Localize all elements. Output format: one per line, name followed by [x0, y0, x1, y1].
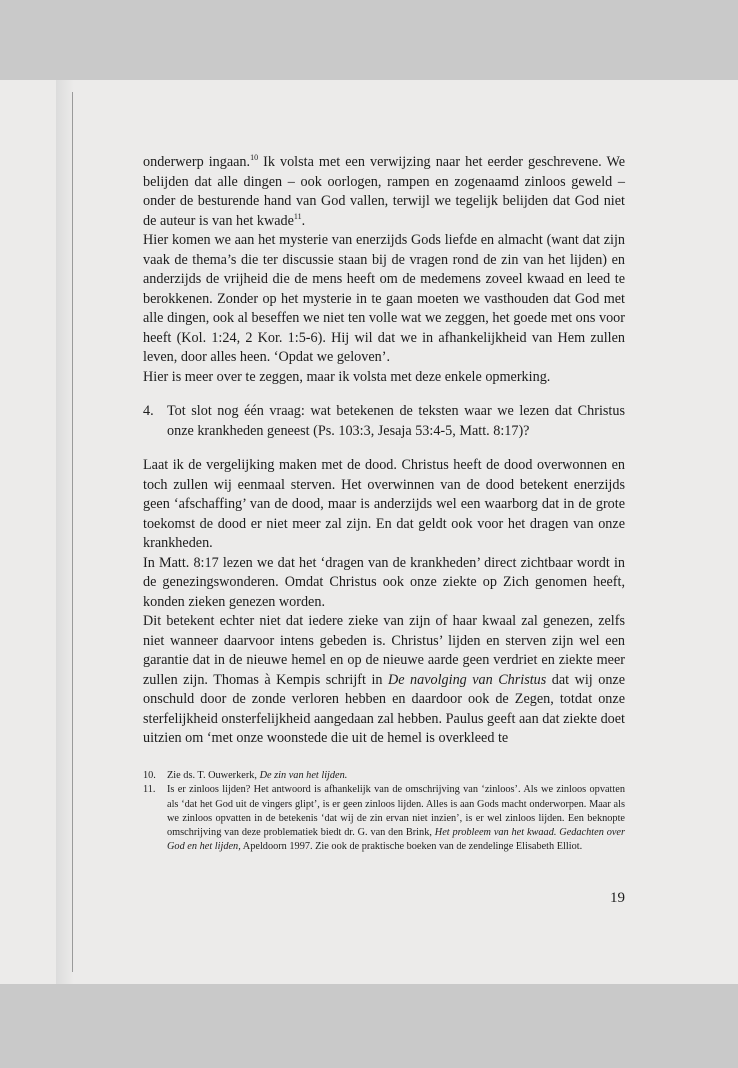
- footnote-number: 10.: [143, 770, 156, 781]
- footnote-number: 11.: [143, 784, 156, 796]
- paragraph-7-text-a: Dit betekent echter niet dat iedere zieke van zijn of haar kwaal zal genezen, zelfs niet wanneer daarvoor intens gebeden is. Christus’ lijden en sterven zijn wel een garantie dat in de nieuwe hemel en op de nieuwe aarde geen verdriet en ziekte meer zullen zijn. Thomas à Kempis schrijft in: [143, 613, 625, 688]
- paragraph-7-text-b: dat wij onze onschuld door de zonde verloren hebben en daardoor ook de Zegen, totdat onze sterfelijkheid onsterfelijkheid aangedaan zal hebben. Paulus geeft aan dat ziekte doet uitzien om ‘met onze woonstede die uit de hemel is overkleed te: [143, 671, 626, 746]
- main-text: [143, 153, 625, 749]
- footnote-text: [167, 783, 625, 854]
- page-number: 19: [610, 890, 625, 906]
- book-title: De navolging van Christus: [387, 671, 547, 688]
- paragraph-1-text-a: onderwerp ingaan.: [143, 154, 251, 170]
- footnote-11: [143, 783, 625, 854]
- paragraph-1-text-c: .: [301, 212, 306, 229]
- paragraph-3: Hier is meer over te zeggen, maar ik volsta met deze enkele opmerking.: [143, 368, 551, 385]
- item-number: 4.: [143, 403, 154, 419]
- footnote-text-a: Zie ds. T. Ouwerkerk,: [167, 770, 260, 781]
- footnote-title: De zin van het lijden.: [259, 770, 348, 781]
- paragraph-7: [143, 612, 625, 749]
- footnote-text-b: Apeldoorn 1997. Zie ook de praktische boeken van de zendelinge Elisabeth Elliot.: [240, 841, 583, 853]
- paragraph-1-text-b: Ik volsta met een verwijzing naar het eerder geschrevene. We belijden dat alle dingen – ook oorlogen, rampen en zogenaamd zinloos geweld – onder de besturende hand van God vallen, terwijl we tegelijk belijden dat God niet de auteur is van het kwade: [143, 154, 625, 229]
- item-text: Tot slot nog één vraag: wat betekenen de teksten waar we lezen dat Christus onze krankheden geneest (Ps. 103:3, Jesaja 53:4-5, Matt. 8:17)?: [167, 403, 625, 439]
- paragraph-6: In Matt. 8:17 lezen we dat het ‘dragen van de krankheden’ direct zichtbaar wordt in de genezingswonderen. Omdat Christus ook onze ziekte op Zich genomen heeft, konden zieken genezen worden.: [143, 554, 625, 610]
- footnote-ref-10: 10: [250, 153, 259, 162]
- footnote-10: [143, 769, 625, 783]
- numbered-item-4: [143, 402, 625, 441]
- footnote-text-a: Is er zinloos lijden? Het antwoord is afhankelijk van de omschrijving van ‘zinloos’. Als we zinloos opvatten als ‘dat het God uit de vingers glipt’, is er geen zinloos lijden. Alles is aan Gods macht onderworpen. Maar als we zinloos opvatten in de betekenis ‘dat wij de zin ervan niet inzien’, is er wel zinloos lijden. Een beknopte omschrijving van deze problematiek biedt dr. G. van den Brink,: [167, 784, 625, 839]
- gutter-line: [72, 92, 73, 972]
- footnotes: [143, 769, 625, 855]
- paragraph-5: Laat ik de vergelijking maken met de dood. Christus heeft de dood overwonnen en toch zullen wij eenmaal sterven. Het overwinnen van de dood betekent enerzijds geen ‘afschaffing’ van de dood, maar is anderzijds wel een waarborg dat in de grote toekomst de dood er niet meer zal zijn. En dat geldt ook voor het dragen van onze krankheden.: [143, 457, 625, 551]
- paragraph-1: [143, 153, 625, 231]
- footnote-title: Het probleem van het kwaad. Gedachten over God en het lijden,: [167, 827, 625, 853]
- footnote-text: [167, 769, 625, 783]
- paragraph-2: Hier komen we aan het mysterie van enerzijds Gods liefde en almacht (want dat zijn vaak de thema’s die ter discussie staan bij de vragen rond de zin van het lijden) en anderzijds de vrijheid die de mens heeft om de medemens zoveel kwaad en leed te berokkenen. Zonder op het mysterie in te gaan moeten we vasthouden dat God met alle dingen, ook al beseffen we niet ten volle wat we zeggen, het goede met ons voor heeft (Kol. 1:24, 2 Kor. 1:5-6). Hij wil dat we in afhankelijkheid van Hem zullen leven, door alles heen. ‘Opdat we geloven’.: [143, 232, 625, 365]
- footnote-ref-11: 11: [293, 211, 302, 221]
